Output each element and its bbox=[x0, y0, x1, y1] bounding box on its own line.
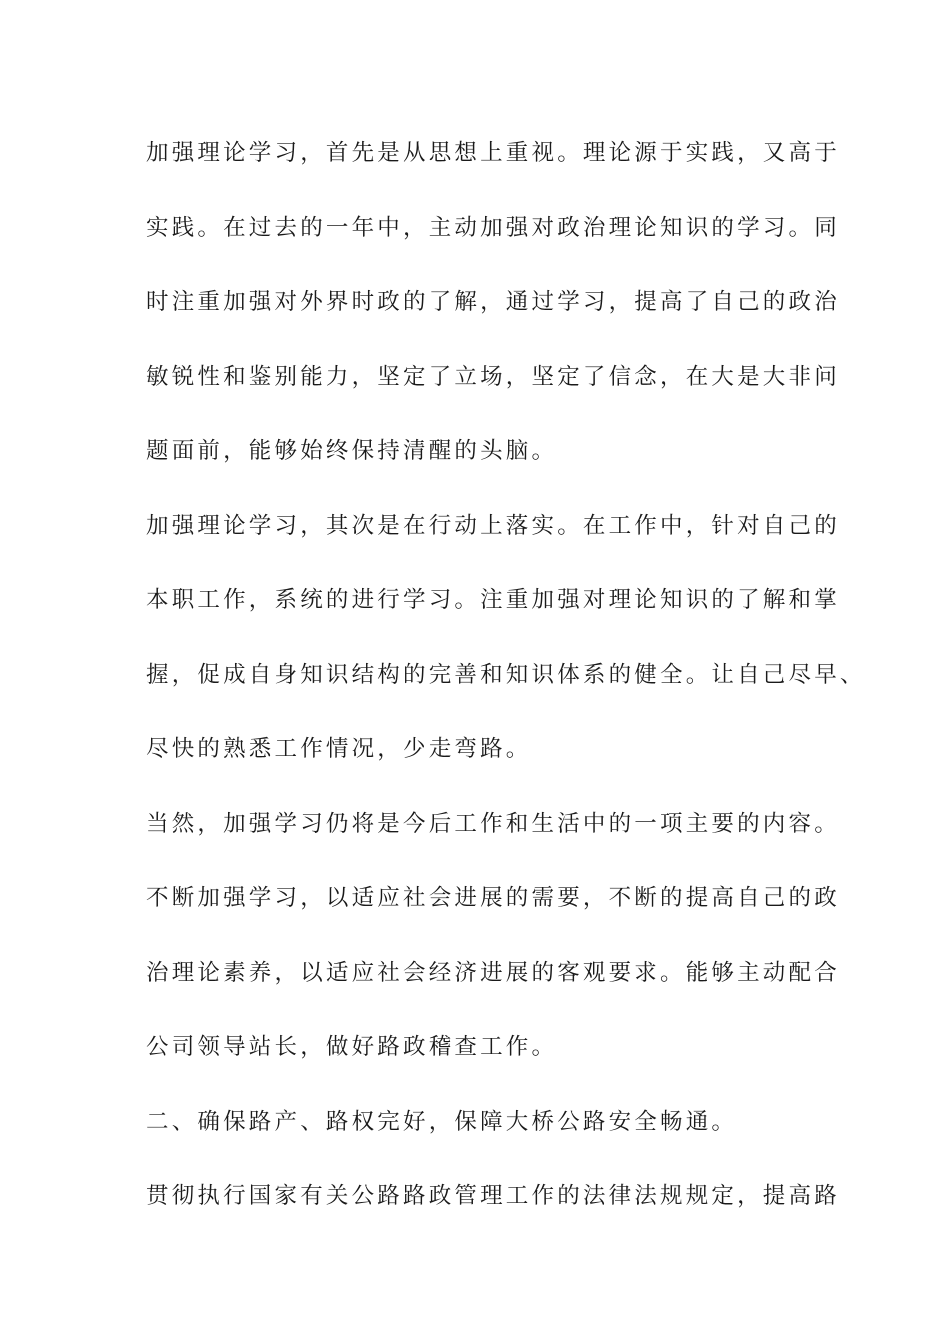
section-heading: 二、确保路产、路权完好，保障大桥公路安全畅通。 bbox=[146, 1108, 738, 1135]
text-line: 尽快的熟悉工作情况，少走弯路。 bbox=[146, 736, 532, 762]
text-line: 加强理论学习，其次是在行动上落实。在工作中，针对自己的 bbox=[146, 512, 840, 539]
text-line: 治理论素养，以适应社会经济进展的客观要求。能够主动配合 bbox=[146, 959, 840, 986]
text-line: 时注重加强对外界时政的了解，通过学习，提高了自己的政治 bbox=[146, 289, 840, 315]
text-line: 不断加强学习，以适应社会进展的需要，不断的提高自己的政 bbox=[146, 885, 840, 911]
text-line: 当然，加强学习仍将是今后工作和生活中的一项主要的内容。 bbox=[146, 810, 840, 837]
text-line: 加强理论学习，首先是从思想上重视。理论源于实践，又高于 bbox=[146, 140, 840, 166]
text-line: 敏锐性和鉴别能力，坚定了立场，坚定了信念，在大是大非问 bbox=[146, 363, 840, 390]
text-line: 本职工作，系统的进行学习。注重加强对理论知识的了解和掌 bbox=[146, 587, 840, 613]
text-line: 握，促成自身知识结构的完善和知识体系的健全。让自己尽早、 bbox=[146, 661, 866, 688]
text-line: 公司领导站长，做好路政稽查工作。 bbox=[146, 1034, 558, 1060]
text-line: 贯彻执行国家有关公路路政管理工作的法律法规规定，提高路 bbox=[146, 1183, 840, 1209]
document-body bbox=[146, 130, 866, 1248]
text-line: 实践。在过去的一年中，主动加强对政治理论知识的学习。同 bbox=[146, 214, 840, 241]
text-line: 题面前，能够始终保持清醒的头脑。 bbox=[146, 438, 558, 464]
